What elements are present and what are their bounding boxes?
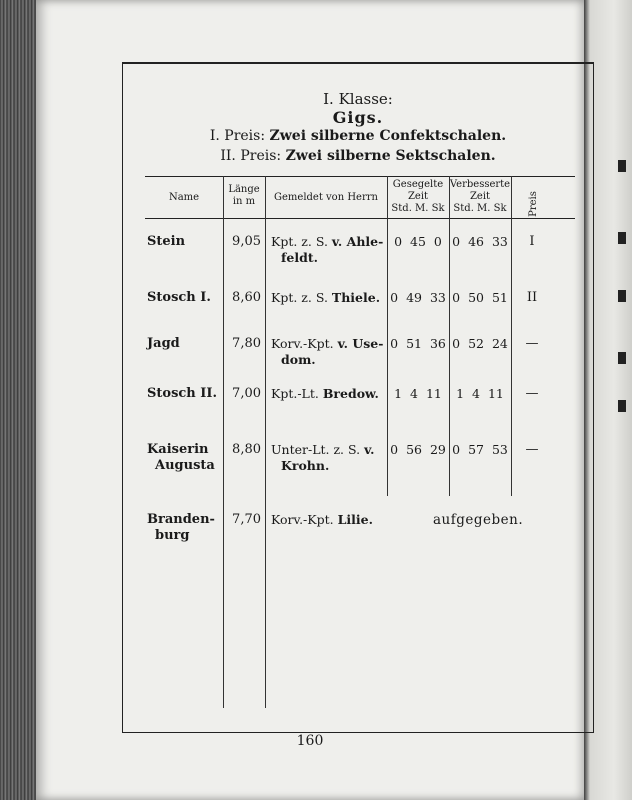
row-sailed-time: 0 45 0 [394, 234, 442, 249]
column-divider [511, 176, 512, 496]
page-frame [122, 62, 594, 733]
column-divider [387, 176, 388, 496]
row-length: 7,80 [232, 336, 261, 351]
row-length: 7,70 [232, 512, 261, 527]
second-prize-prefix: II. Preis: [220, 148, 282, 164]
boat-name-line1: Stein [147, 234, 186, 249]
row-length: 8,80 [232, 442, 261, 457]
header-owner: Gemeldet von Herrn [274, 192, 378, 203]
row-owner [271, 386, 387, 402]
owner-name-continued: feldt. [281, 250, 318, 265]
book-spine-edge [0, 0, 36, 800]
row-boat-name [147, 512, 223, 544]
row-sailed-time: 0 49 33 [390, 290, 446, 305]
first-prize-prefix: I. Preis: [209, 128, 266, 144]
row-owner [271, 512, 387, 528]
boat-name-line1: Kaiserin [147, 442, 209, 457]
first-prize-line [123, 128, 593, 144]
book-page [36, 0, 584, 800]
header-sailed-line2: Zeit [407, 191, 429, 202]
row-prize: — [525, 442, 539, 457]
column-divider [449, 176, 450, 496]
row-boat-name [147, 290, 223, 306]
row-corrected-time: 0 46 33 [452, 234, 508, 249]
row-owner [271, 234, 387, 266]
row-sailed-time: 1 4 11 [394, 386, 442, 401]
row-boat-name [147, 336, 223, 352]
header-length [223, 184, 265, 208]
second-prize-text: Zwei silberne Sektschalen. [285, 148, 496, 164]
boat-name-line2: burg [155, 528, 190, 543]
row-sailed-time: 0 56 29 [390, 442, 446, 457]
row-owner [271, 442, 387, 474]
owner-rank: Kpt. z. S. [271, 290, 328, 305]
header-corrected-line1: Verbesserte [449, 179, 511, 190]
row-length: 9,05 [232, 234, 261, 249]
owner-name: Thiele. [331, 290, 381, 305]
owner-name-continued: Krohn. [281, 458, 330, 473]
row-length: 7,00 [232, 386, 261, 401]
owner-name: v. Use- [337, 336, 384, 351]
row-corrected-time: 0 50 51 [452, 290, 508, 305]
owner-name: v. [364, 442, 375, 457]
header-length-line2: in m [232, 196, 256, 207]
owner-rank: Kpt. z. S. [271, 234, 328, 249]
row-boat-name [147, 442, 223, 474]
boat-name-line1: Branden- [147, 512, 215, 527]
row-owner [271, 290, 387, 306]
boat-type-title: Gigs. [332, 108, 384, 127]
column-divider [265, 176, 266, 708]
header-sailed-line1: Gesegelte [392, 179, 444, 190]
row-corrected-time: 0 57 53 [452, 442, 508, 457]
header-name: Name [168, 192, 200, 203]
owner-rank: Unter-Lt. z. S. [271, 442, 361, 457]
header-corrected-line2: Zeit [469, 191, 491, 202]
boat-name-line1: Jagd [147, 336, 180, 351]
owner-rank: Korv.-Kpt. [271, 512, 334, 527]
row-prize: — [525, 386, 539, 401]
owner-name-continued: dom. [281, 352, 316, 367]
row-sailed-time: 0 51 36 [390, 336, 446, 351]
header-sailed-line3: Std. M. Sk [391, 203, 445, 214]
class-heading: I. Klasse: [323, 90, 393, 108]
row-owner [271, 336, 387, 368]
row-boat-name [147, 386, 223, 402]
row-length: 8,60 [232, 290, 261, 305]
boat-name-line1: Stosch I. [147, 290, 211, 305]
owner-rank: Kpt.-Lt. [271, 386, 319, 401]
row-prize: II [526, 290, 538, 305]
page-number: 160 [296, 733, 324, 749]
row-boat-name [147, 234, 223, 250]
header-sailed-time [387, 179, 449, 215]
row-prize: — [525, 336, 539, 351]
gave-up-note: aufgegeben. [433, 512, 524, 528]
owner-name: v. Ahle- [331, 234, 384, 249]
row-prize: I [529, 234, 535, 249]
owner-name: Lilie. [337, 512, 373, 527]
header-corrected-time [449, 179, 511, 215]
owner-rank: Korv.-Kpt. [271, 336, 334, 351]
first-prize-text: Zwei silberne Confektschalen. [269, 128, 507, 144]
row-corrected-time: 1 4 11 [456, 386, 504, 401]
second-prize-line [123, 148, 593, 164]
header-prize: Preis [528, 191, 539, 217]
boat-name-line1: Stosch II. [147, 386, 217, 401]
header-length-line1: Länge [228, 184, 260, 195]
row-corrected-time: 0 52 24 [452, 336, 508, 351]
boat-name-line2: Augusta [155, 458, 215, 473]
owner-name: Bredow. [322, 386, 379, 401]
header-corrected-line3: Std. M. Sk [453, 203, 507, 214]
